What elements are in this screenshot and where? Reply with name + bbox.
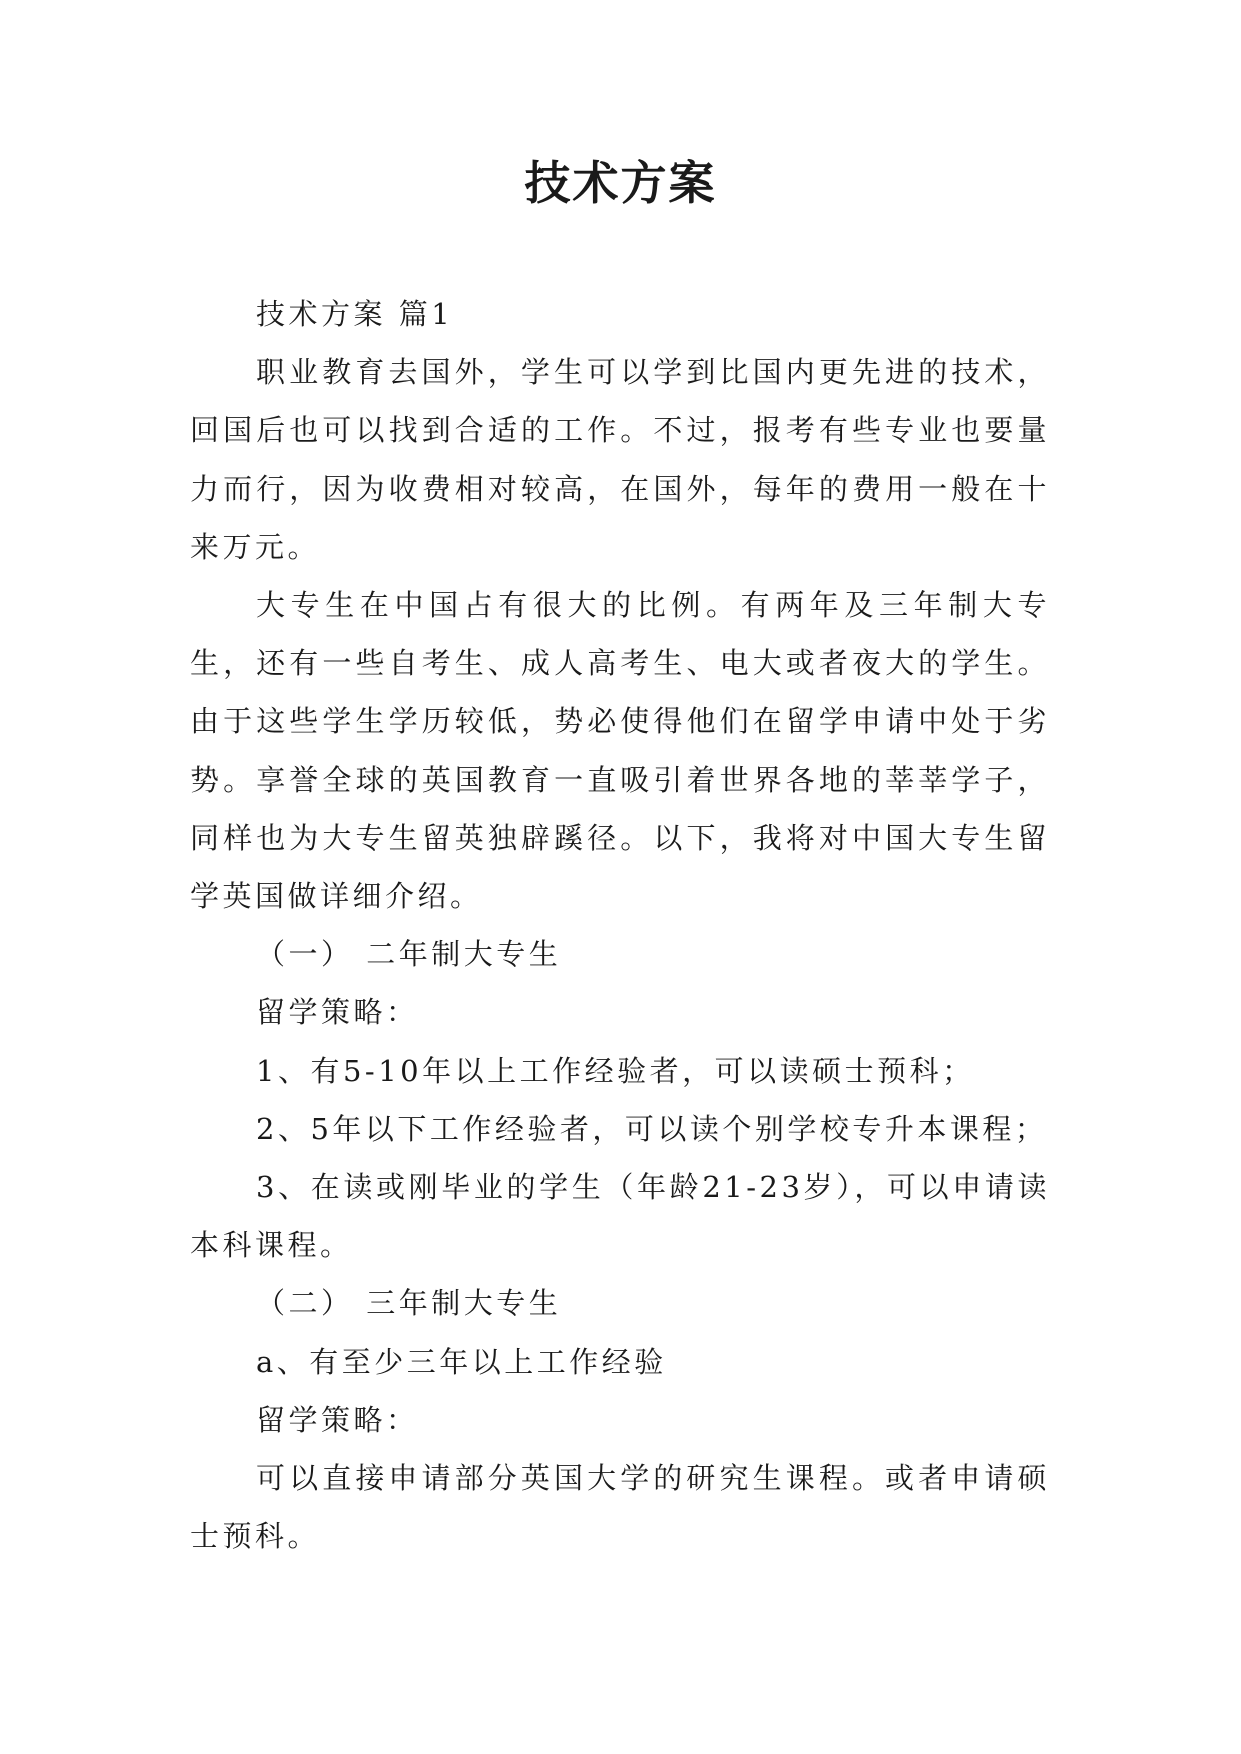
section-heading: 技术方案 篇1 <box>256 297 454 331</box>
body-paragraph: 可以直接申请部分英国大学的研究生课程。或者申请硕士预科。 <box>190 1461 1050 1554</box>
document-title: 技术方案 <box>524 156 717 210</box>
body-paragraph: 大专生在中国占有很大的比例。有两年及三年制大专生，还有一些自考生、成人高考生、电大或者夜大的学生。由于这些学生学历较低，势必使得他们在留学申请中处于劣势。享誉全球的英国教育一直吸引着世界各地的莘莘学子，同样也为大专生留英独辟蹊径。以下，我将对中国大专生留学英国做详细介绍。 <box>190 588 1050 914</box>
list-item: 2、5年以下工作经验者，可以读个别学校专升本课程； <box>256 1111 1048 1146</box>
list-item: a、有至少三年以上工作经验 <box>256 1344 667 1379</box>
document-body <box>190 285 1050 1565</box>
strategy-label: 留学策略： <box>256 1402 419 1437</box>
subsection-heading: （一） 二年制大专生 <box>256 937 562 972</box>
list-item: 1、有5-10年以上工作经验者，可以读硕士预科； <box>256 1053 975 1088</box>
body-paragraph: 职业教育去国外，学生可以学到比国内更先进的技术，回国后也可以找到合适的工作。不过，报考有些专业也要量力而行，因为收费相对较高，在国外，每年的费用一般在十来万元。 <box>190 355 1050 564</box>
list-item: 3、在读或刚毕业的学生（年龄21-23岁），可以申请读本科课程。 <box>190 1170 1050 1263</box>
subsection-heading: （二） 三年制大专生 <box>256 1286 562 1321</box>
strategy-label: 留学策略： <box>256 995 419 1030</box>
